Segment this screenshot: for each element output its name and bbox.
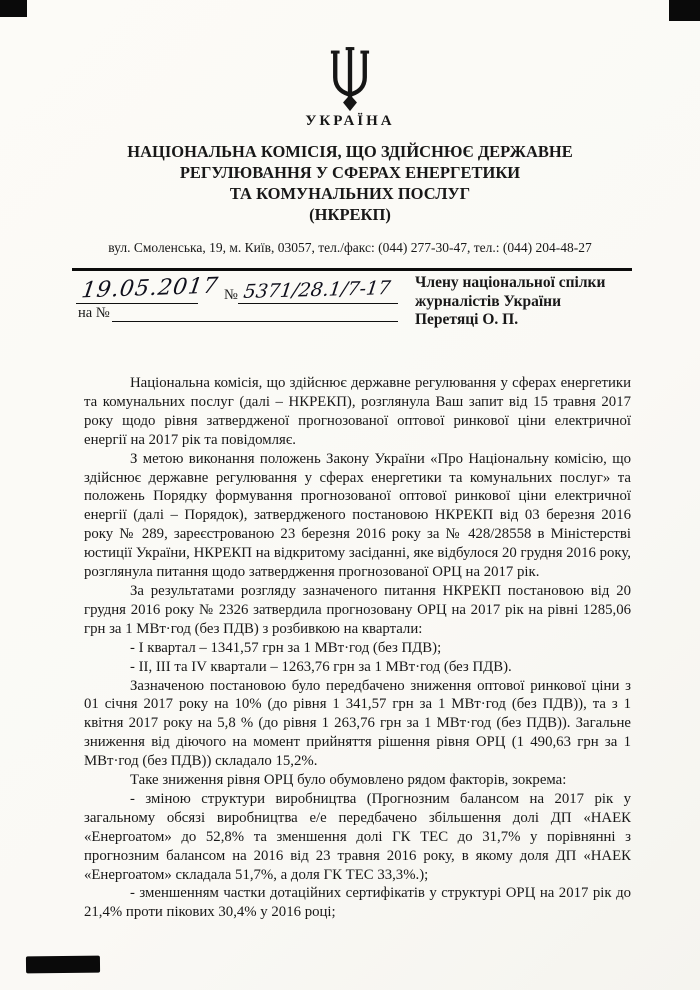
body-paragraph: З метою виконання положень Закону України «Про Національну комісію, що здійснює державне регулювання у сферах енергетики та комунальних послуг» та положень Порядку формування прогнозованої оптової ринкової ціни електричної енергії (далі – Порядок), затвердженого постановою НКРЕКП від 03 березня 2016 року № 289, зареєстрованою 23 березня 2016 року за № 428/28558 в Міністерстві юстиції України, НКРЕКП на відкритому засіданні, яке відбулося 20 грудня 2016 року, розглянула питання щодо затвердження прогнозованої ОРЦ на 2017 рік. — [84, 450, 631, 581]
body-paragraph: - зміною структури виробництва (Прогнозним балансом на 2017 рік у загальному обсязі виробництва е/е передбачено збільшення долі ДП «НАЕК «Енергоатом» до 52,8% та зменшення долі ГК ТЕС до 31,7% у порівнянні з прогнозним балансом на 2016 від 23 травня 2016 року, в якому доля ДП «НАЕК «Енергоатом» складала 51,7%, а доля ГК ТЕС 33,3%.); — [84, 790, 631, 883]
body-paragraph: Таке зниження рівня ОРЦ було обумовлено рядом факторів, зокрема: — [130, 772, 567, 789]
number-underline — [238, 303, 398, 304]
recipient-block — [415, 274, 605, 330]
org-address: вул. Смоленська, 19, м. Київ, 03057, тел./факс: (044) 277-30-47, тел.: (044) 204-48-27 — [108, 240, 592, 255]
body-paragraph: Зазначеною постановою було передбачено зниження оптової ринкової ціни з 01 січня 2017 року на 10% (до рівня 1 341,57 грн за 1 МВт·год (без ПДВ)), та з 1 квітня 2017 року на 5,8 % (до рівня 1 263,76 грн за 1 МВт·год (без ПДВ)). Загальне зниження від діючого на момент прийняття рішення рівня ОРЦ (1 490,63 грн за 1 МВт·год (без ПДВ)) складало 15,2%. — [84, 677, 631, 770]
scan-artifact-top-right — [669, 0, 700, 21]
scan-artifact-top-left — [0, 0, 27, 17]
outgoing-number-handwritten: 5371/28.1/7-17 — [242, 277, 392, 303]
body-paragraph: Національна комісія, що здійснює державне регулювання у сферах енергетики та комунальних послуг (далі – НКРЕКП), розглянула Ваш запит від 15 травня 2017 року щодо рівня затвердженої прогнозованої оптової ринкової ціни електричної енергії на 2017 рік та повідомляє. — [84, 375, 631, 448]
date-underline — [76, 303, 198, 304]
letter-body — [84, 374, 631, 922]
reply-number-label: на № — [78, 305, 110, 321]
recipient-line-1: Члену національної спілки — [415, 274, 606, 291]
recipient-line-2: журналістів України — [415, 292, 562, 310]
org-abbreviation: (НКРЕКП) — [309, 205, 391, 224]
body-paragraph: - зменшенням частки дотаційних сертифікатів у структурі ОРЦ на 2017 рік до 21,4% проти пікових 30,4% у 2016 році; — [84, 885, 631, 921]
org-title — [0, 141, 700, 225]
outgoing-date-handwritten: 19.05.2017 — [79, 273, 221, 304]
org-title-line-3: ТА КОМУНАЛЬНИХ ПОСЛУГ — [229, 184, 471, 203]
reply-number-underline — [112, 321, 398, 322]
org-title-line-2: РЕГУЛЮВАННЯ У СФЕРАХ ЕНЕРГЕТИКИ — [179, 163, 521, 182]
org-title-line-1: НАЦІОНАЛЬНА КОМІСІЯ, ЩО ЗДІЙСНЮЄ ДЕРЖАВНЕ — [127, 142, 573, 161]
body-paragraph: За результатами розгляду зазначеного питання НКРЕКП постановою від 20 грудня 2016 року № 2326 затвердила прогнозовану ОРЦ на 2017 рік на рівні 1285,06 грн за 1 МВт·год (без ПДВ) з розбивкою на квартали: — [84, 582, 631, 637]
letterhead-divider — [72, 268, 632, 271]
trident-emblem-icon — [0, 46, 700, 117]
body-paragraph: - ІІ, ІІІ та ІV квартали – 1263,76 грн за 1 МВт·год (без ПДВ). — [130, 658, 512, 675]
outgoing-number-label: № — [224, 287, 238, 303]
body-paragraph: - І квартал – 1341,57 грн за 1 МВт·год (без ПДВ); — [130, 639, 442, 656]
recipient-line-3: Перетяці О. П. — [415, 311, 519, 328]
scan-artifact-bottom-left — [26, 956, 100, 974]
country-name: УКРАЇНА — [305, 113, 395, 129]
